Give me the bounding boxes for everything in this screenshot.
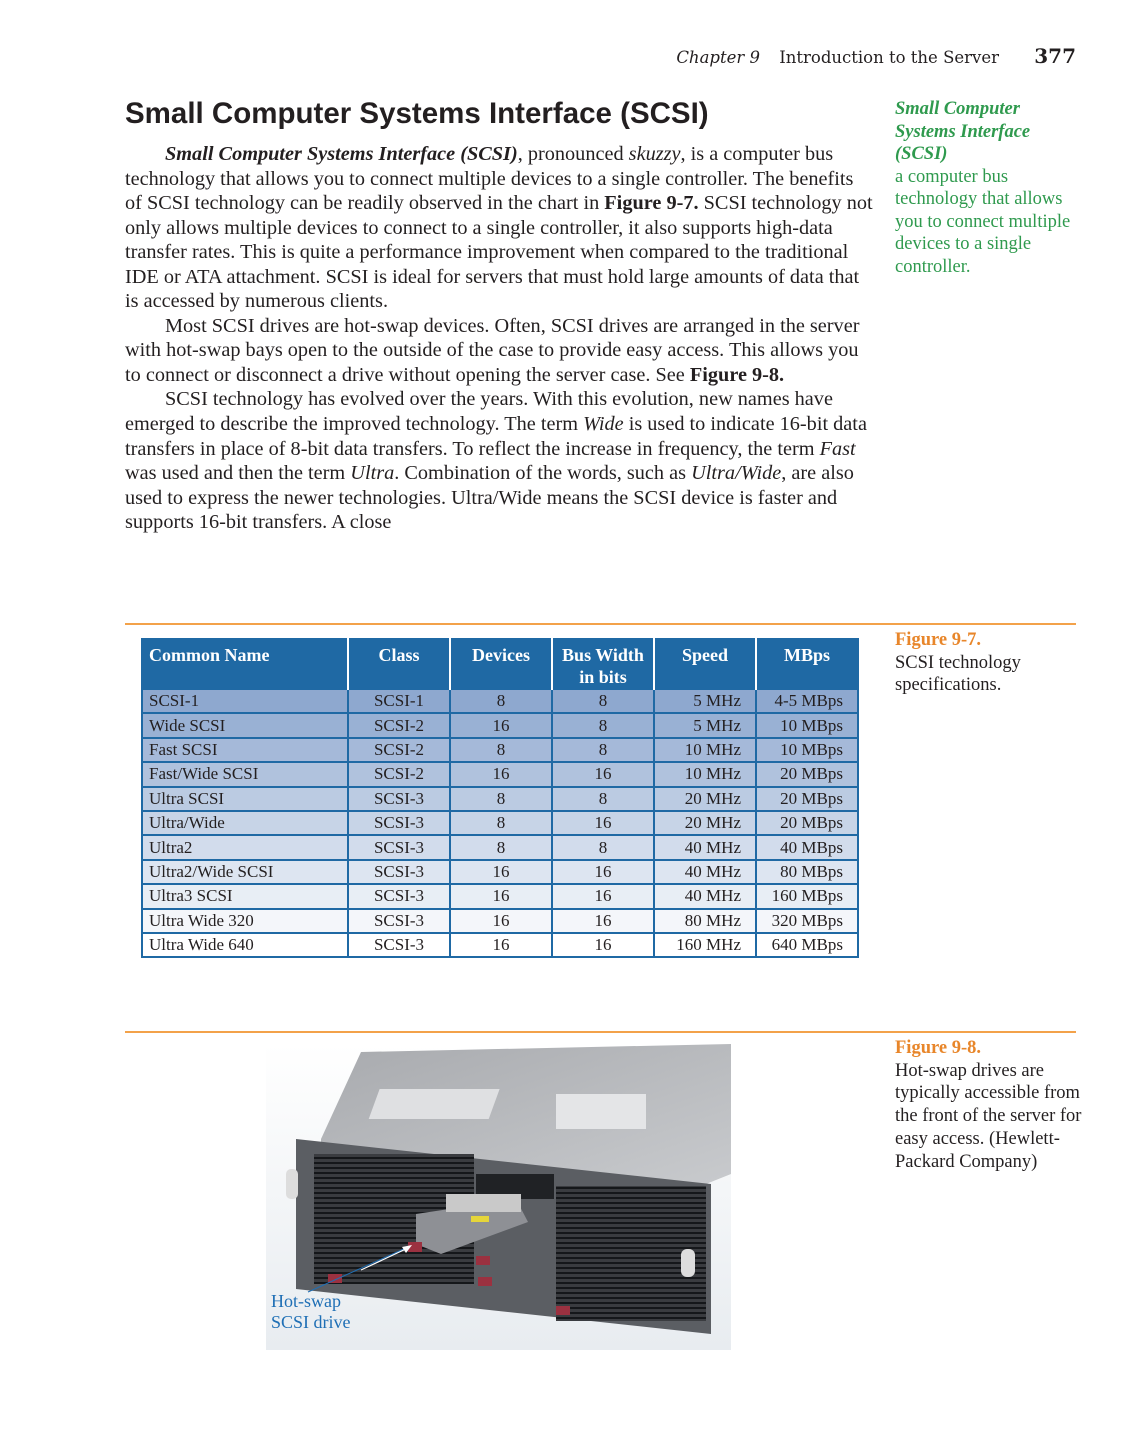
table-row bbox=[142, 835, 858, 859]
figure-label: Figure 9-8. bbox=[895, 1038, 981, 1058]
table-cell: 8 bbox=[450, 738, 552, 762]
glossary-definition: a computer bus technology that allows you to connect multiple devices to a single controller. bbox=[895, 166, 1071, 277]
emphasized-text: Ultra/Wide bbox=[691, 462, 782, 485]
text-run: Most SCSI drives are hot-swap devices. Often, SCSI drives are arranged in the server with hot-swap bays open to the outside of the case to provide easy access. This allows you to connect or disconnect a drive without opening the server case. See bbox=[125, 314, 860, 386]
figure-9-8-caption bbox=[895, 1037, 1085, 1173]
figure-label: Figure 9-7. bbox=[895, 630, 981, 650]
table-cell: 16 bbox=[450, 762, 552, 786]
callout-line: SCSI drive bbox=[271, 1312, 351, 1332]
table-cell: 8 bbox=[450, 787, 552, 811]
table-cell: 16 bbox=[450, 860, 552, 884]
chapter-title: Introduction to the Server bbox=[779, 48, 999, 67]
table-cell: 40 MBps bbox=[756, 835, 858, 859]
table-cell: SCSI-3 bbox=[348, 787, 450, 811]
table-cell: Fast/Wide SCSI bbox=[142, 762, 348, 786]
table-cell: 8 bbox=[450, 835, 552, 859]
emphasized-text: Figure 9-7. bbox=[604, 192, 699, 215]
table-cell: 16 bbox=[450, 713, 552, 737]
margin-glossary-term bbox=[895, 98, 1085, 278]
table-cell: SCSI-3 bbox=[348, 835, 450, 859]
emphasized-text: Fast bbox=[819, 437, 856, 460]
table-row bbox=[142, 713, 858, 737]
table-cell: 40 MHz bbox=[654, 884, 756, 908]
table-cell: 40 MHz bbox=[654, 860, 756, 884]
callout-line: Hot-swap bbox=[271, 1291, 341, 1311]
table-cell: 20 MBps bbox=[756, 811, 858, 835]
table-cell: Ultra Wide 320 bbox=[142, 909, 348, 933]
figure-divider bbox=[125, 623, 1076, 625]
table-cell: SCSI-3 bbox=[348, 811, 450, 835]
table-row bbox=[142, 787, 858, 811]
table-cell: SCSI-2 bbox=[348, 762, 450, 786]
table-cell: 5 MHz bbox=[654, 713, 756, 737]
table-cell: Ultra/Wide bbox=[142, 811, 348, 835]
table-row bbox=[142, 811, 858, 835]
body-text bbox=[125, 142, 873, 535]
figure-caption-text: Hot-swap drives are typically accessible from the front of the server for easy access. (Hewlett-Packard Company) bbox=[895, 1060, 1082, 1172]
text-run: was used and then the term bbox=[125, 462, 351, 485]
scsi-spec-table bbox=[141, 638, 859, 958]
table-cell: 20 MHz bbox=[654, 811, 756, 835]
table-cell: Fast SCSI bbox=[142, 738, 348, 762]
table-row bbox=[142, 762, 858, 786]
table-row bbox=[142, 909, 858, 933]
emphasized-text: Figure 9-8. bbox=[689, 363, 785, 386]
section-title: Small Computer Systems Interface (SCSI) bbox=[125, 97, 709, 130]
table-cell: 8 bbox=[552, 787, 654, 811]
table-cell: SCSI-3 bbox=[348, 933, 450, 957]
table-cell: 16 bbox=[450, 933, 552, 957]
hot-swap-callout bbox=[271, 1291, 351, 1333]
figure-divider bbox=[125, 1031, 1076, 1033]
table-cell: 4-5 MBps bbox=[756, 689, 858, 713]
table-cell: Ultra Wide 640 bbox=[142, 933, 348, 957]
emphasized-text: skuzzy bbox=[628, 143, 681, 165]
text-run: , is a computer bus technology that allows you to connect multiple devices to a single controller. The benefits of SCSI technology can be readily observed in the chart in bbox=[125, 143, 854, 215]
emphasized-text: Wide bbox=[583, 413, 624, 436]
table-cell: 640 MBps bbox=[756, 933, 858, 957]
table-row bbox=[142, 738, 858, 762]
running-head bbox=[676, 44, 1076, 68]
table-cell: 10 MHz bbox=[654, 738, 756, 762]
table-row bbox=[142, 884, 858, 908]
table-cell: SCSI-3 bbox=[348, 860, 450, 884]
table-cell: SCSI-2 bbox=[348, 713, 450, 737]
table-cell: 320 MBps bbox=[756, 909, 858, 933]
text-run: SCSI technology not only allows multiple devices to connect to a single controller, it also supports high-data transfer rates. This is quite a performance improvement when compared to the traditional IDE or ATA attachment. SCSI is ideal for servers that must hold large amounts of data that is accessed by numerous clients. bbox=[125, 192, 873, 313]
text-run: , pronounced bbox=[517, 143, 629, 165]
table-cell: Ultra3 SCSI bbox=[142, 884, 348, 908]
table-header-row bbox=[142, 639, 858, 689]
page-number: 377 bbox=[1034, 44, 1076, 68]
table-cell: 8 bbox=[552, 713, 654, 737]
table-cell: 160 MBps bbox=[756, 884, 858, 908]
text-run: SCSI technology has evolved over the years. With this evolution, new names have emerged to describe the improved technology. The term bbox=[125, 388, 833, 436]
table-cell: 40 MHz bbox=[654, 835, 756, 859]
table-cell: SCSI-1 bbox=[348, 689, 450, 713]
emphasized-text: Small Computer Systems Interface (SCSI) bbox=[165, 143, 518, 165]
body-paragraph bbox=[125, 387, 873, 534]
chapter-label: Chapter 9 bbox=[676, 48, 760, 67]
table-cell: 16 bbox=[552, 909, 654, 933]
column-header: Devices bbox=[450, 639, 552, 689]
table-cell: 16 bbox=[450, 884, 552, 908]
column-header: Speed bbox=[654, 639, 756, 689]
table-cell: SCSI-3 bbox=[348, 884, 450, 908]
table-cell: Ultra2/Wide SCSI bbox=[142, 860, 348, 884]
column-header: Common Name bbox=[142, 639, 348, 689]
table-cell: 10 MBps bbox=[756, 713, 858, 737]
table-cell: Ultra2 bbox=[142, 835, 348, 859]
table-cell: 8 bbox=[552, 835, 654, 859]
column-header: Class bbox=[348, 639, 450, 689]
column-header: MBps bbox=[756, 639, 858, 689]
table-cell: 10 MHz bbox=[654, 762, 756, 786]
table-cell: 16 bbox=[552, 811, 654, 835]
column-header: Bus Width in bits bbox=[552, 639, 654, 689]
table-cell: Ultra SCSI bbox=[142, 787, 348, 811]
emphasized-text: Ultra bbox=[350, 462, 395, 485]
table-cell: 20 MHz bbox=[654, 787, 756, 811]
table-cell: 8 bbox=[552, 738, 654, 762]
table-cell: Wide SCSI bbox=[142, 713, 348, 737]
table-cell: 16 bbox=[450, 909, 552, 933]
table-row bbox=[142, 689, 858, 713]
table-cell: 5 MHz bbox=[654, 689, 756, 713]
body-paragraph bbox=[125, 142, 873, 314]
table-cell: 16 bbox=[552, 860, 654, 884]
table-cell: 160 MHz bbox=[654, 933, 756, 957]
body-paragraph bbox=[125, 314, 873, 388]
table-cell: 20 MBps bbox=[756, 787, 858, 811]
table-cell: 80 MBps bbox=[756, 860, 858, 884]
table-cell: 8 bbox=[450, 811, 552, 835]
table-cell: 20 MBps bbox=[756, 762, 858, 786]
table-cell: 16 bbox=[552, 762, 654, 786]
figure-caption-text: SCSI technology specifications. bbox=[895, 652, 1021, 696]
table-cell: SCSI-1 bbox=[142, 689, 348, 713]
table-cell: 80 MHz bbox=[654, 909, 756, 933]
glossary-term: Small Computer Systems Interface (SCSI) bbox=[895, 99, 1031, 164]
table-cell: SCSI-2 bbox=[348, 738, 450, 762]
table-cell: 16 bbox=[552, 884, 654, 908]
table-cell: 8 bbox=[450, 689, 552, 713]
text-run: . Combination of the words, such as bbox=[394, 462, 692, 485]
table-cell: 10 MBps bbox=[756, 738, 858, 762]
table-cell: 16 bbox=[552, 933, 654, 957]
table-cell: 8 bbox=[552, 689, 654, 713]
table-row bbox=[142, 860, 858, 884]
text-run: is used to indicate 16-bit data transfers in place of 8-bit data transfers. To reflect the increase in frequency, the term bbox=[125, 413, 867, 460]
table-row bbox=[142, 933, 858, 957]
figure-9-7-caption bbox=[895, 629, 1085, 697]
text-run: , are also used to express the newer technologies. Ultra/Wide means the SCSI device is faster and supports 16-bit transfers. A close bbox=[125, 462, 854, 534]
table-cell: SCSI-3 bbox=[348, 909, 450, 933]
